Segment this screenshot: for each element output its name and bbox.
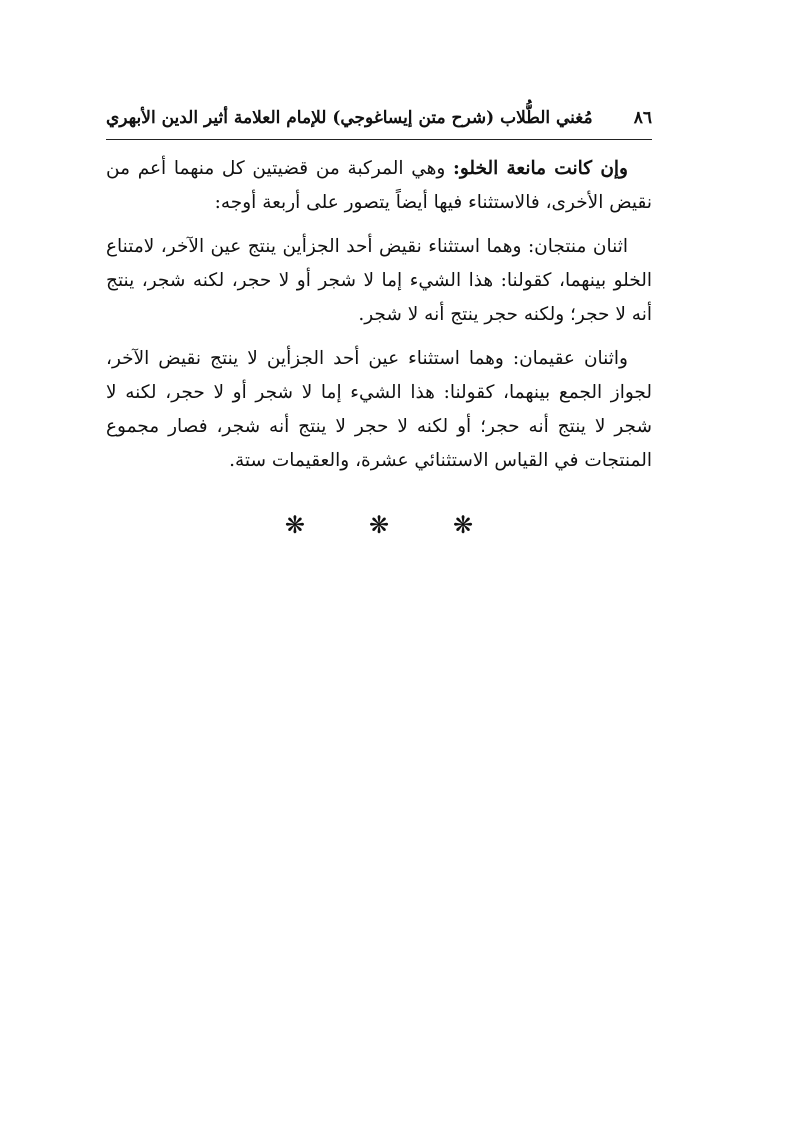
paragraph-lead: وإن كانت مانعة الخلو: [453, 158, 628, 179]
asterisk-ornament-icon: ❋ [453, 511, 474, 539]
section-divider [106, 508, 652, 542]
paragraph-text: وهي المركبة من قضيتين كل منهما أعم من نقيض الأخرى، فالاستثناء فيها أيضاً يتصور على أربعة أوجه: [106, 158, 652, 213]
body-text [106, 152, 652, 488]
page-header [106, 100, 652, 136]
running-title: مُغني الطُّلاب (شرح متن إيساغوجي) للإمام العلامة أثير الدين الأبهري [106, 108, 593, 128]
asterisk-ornament-icon: ❋ [284, 511, 305, 539]
page-number: ٨٦ [633, 108, 652, 128]
asterisk-ornament-icon: ❋ [368, 511, 390, 539]
paragraph-sterile [106, 342, 652, 478]
header-rule [106, 139, 652, 140]
paragraph-text: واثنان عقيمان: وهما استثناء عين أحد الجزأين لا ينتج نقيض الآخر، لجواز الجمع بينهما، كقولنا: هذا الشيء إما لا شجر أو لا حجر، لكنه لا شجر لا ينتج أنه حجر؛ أو لكنه لا حجر لا ينتج أنه شجر، فصار مجموع المنتجات في القياس الاستثنائي عشرة، والعقيمات ستة. [106, 348, 652, 471]
paragraph-text: اثنان منتجان: وهما استثناء نقيض أحد الجزأين ينتج عين الآخر، لامتناع الخلو بينهما، كقولنا: هذا الشيء إما لا شجر أو لا حجر، لكنه شجر، ينتج أنه لا حجر؛ ولكنه حجر ينتج أنه لا شجر. [106, 236, 652, 325]
paragraph-productive [106, 230, 652, 332]
paragraph-mania-al-khuluw [106, 152, 652, 220]
